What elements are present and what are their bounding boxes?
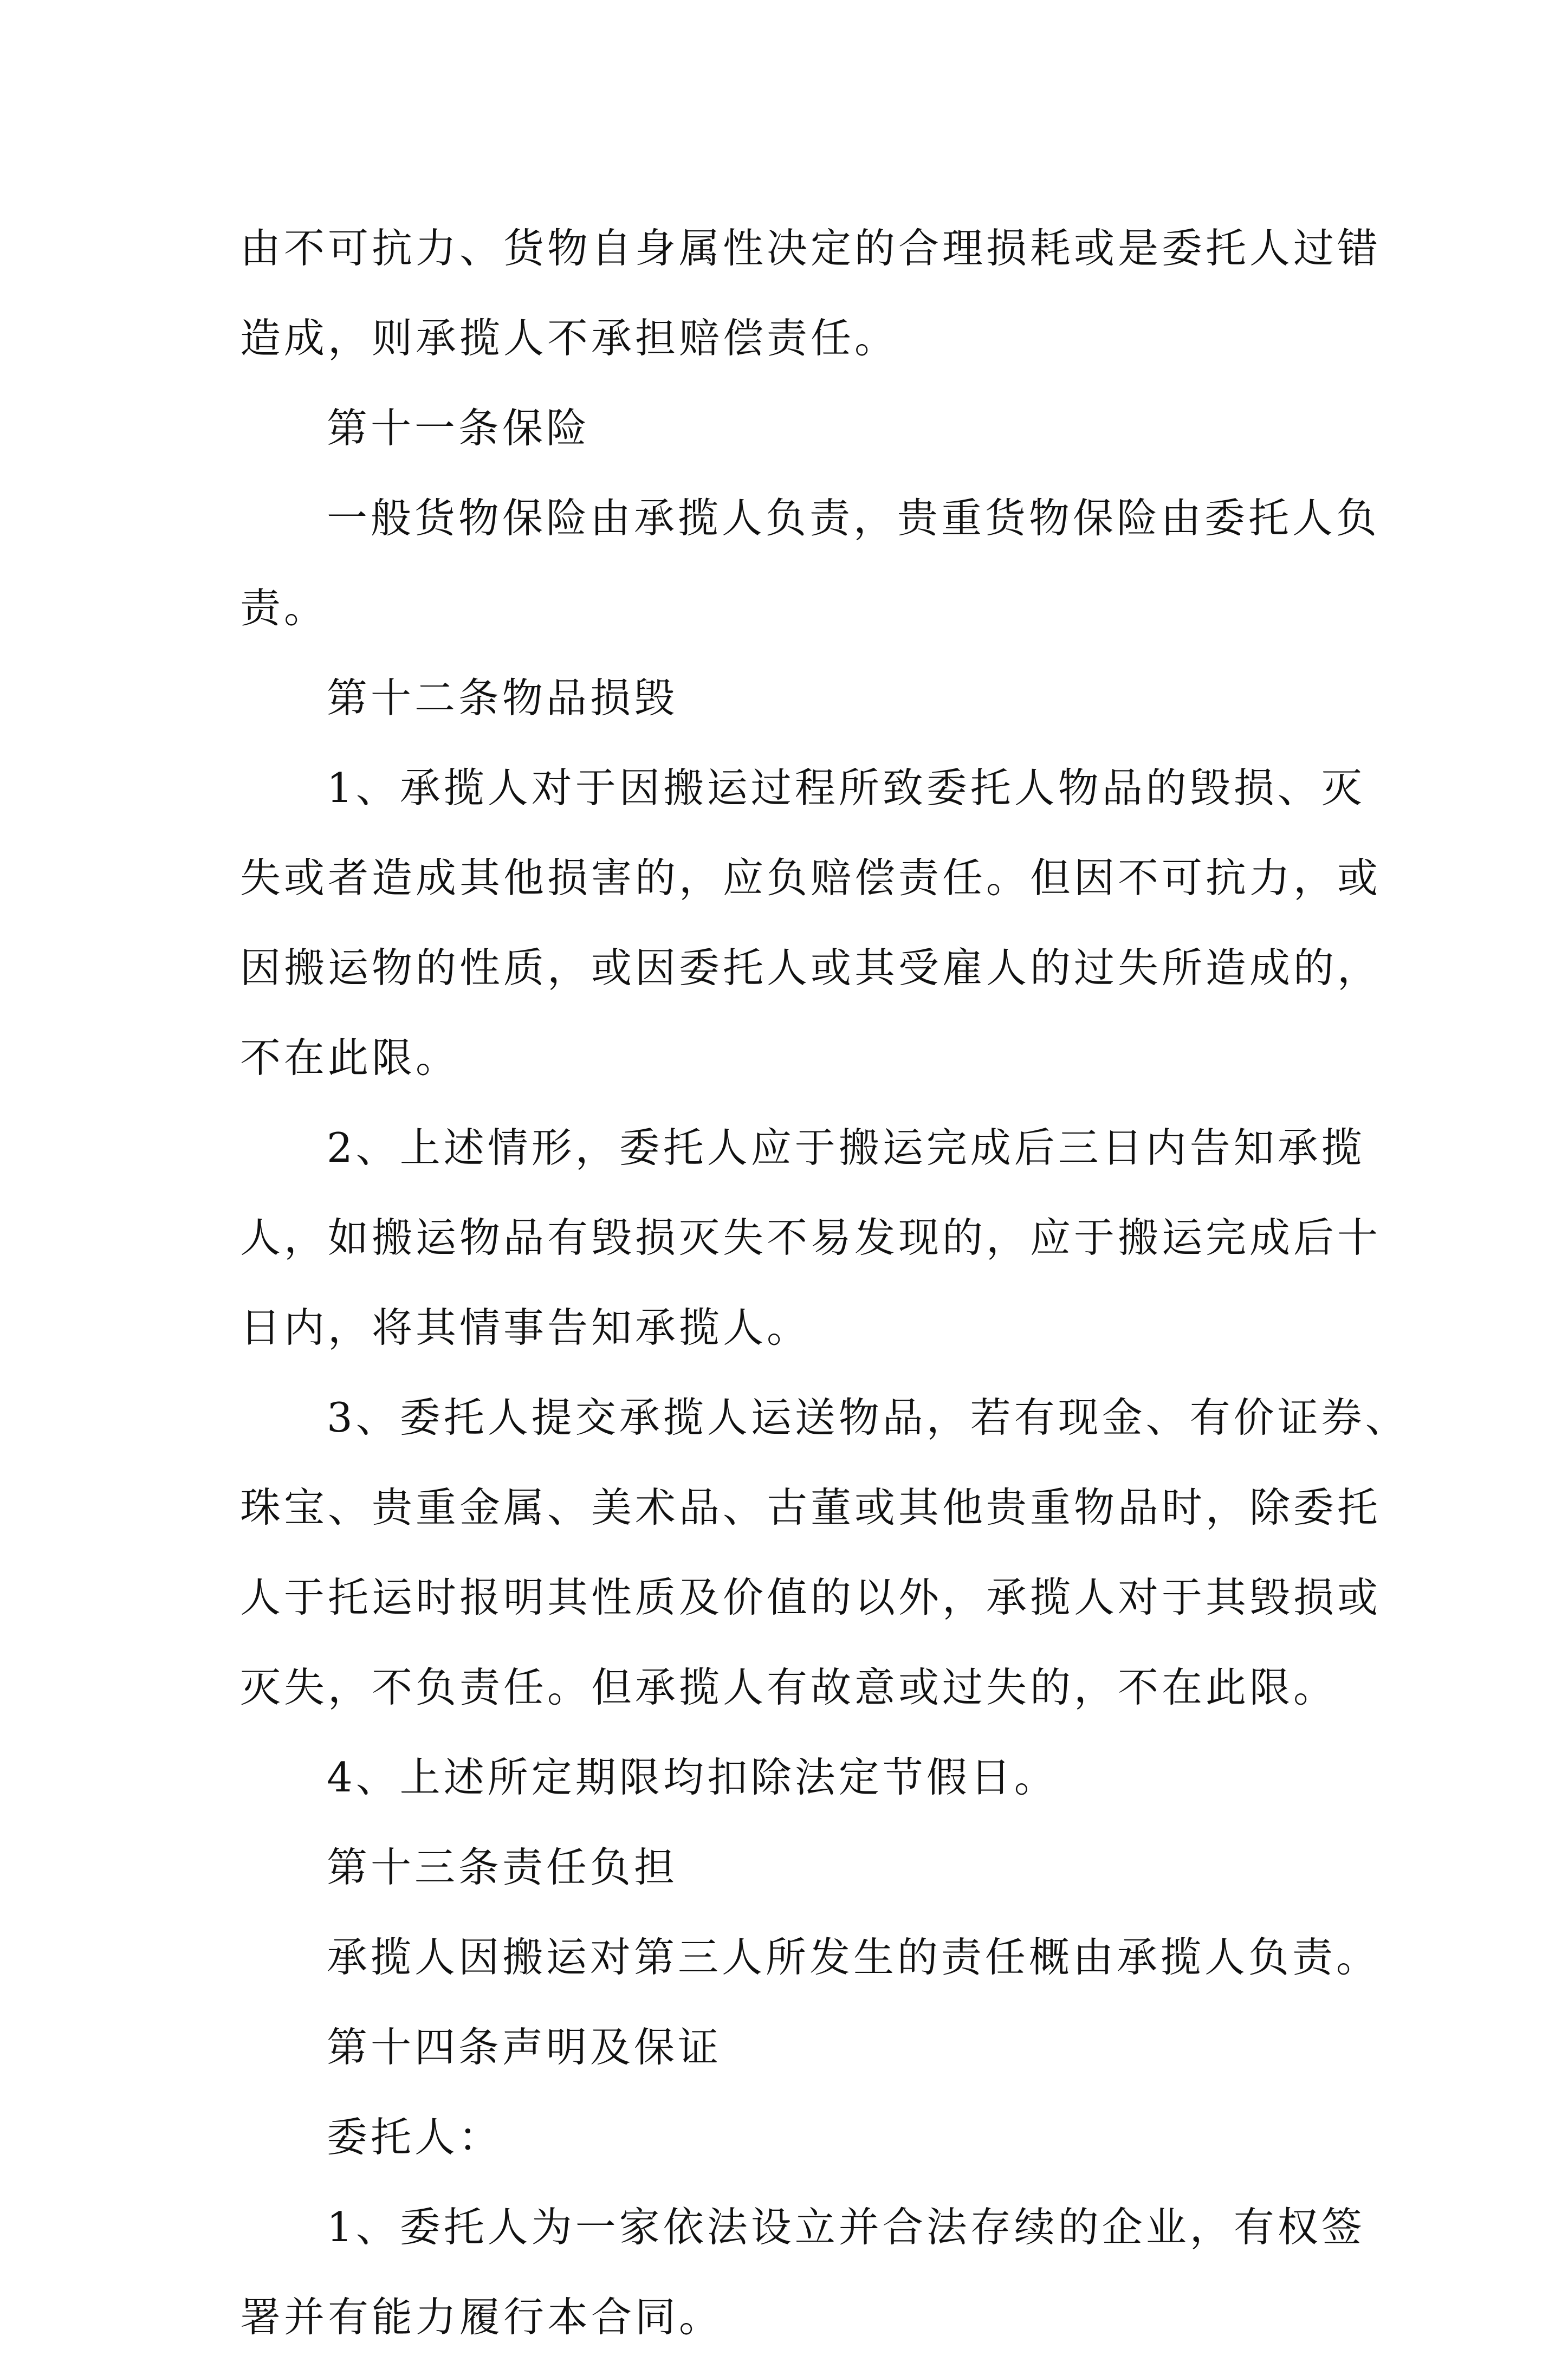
text-line: 1、委托人为一家依法设立并合法存续的企业，有权签 — [327, 2203, 1365, 2251]
text-line: 承揽人因搬运对第三人所发生的责任概由承揽人负责。 — [327, 1933, 1381, 1981]
text-line: 1、承揽人对于因搬运过程所致委托人物品的毁损、灭 — [327, 764, 1365, 812]
text-line: 署并有能力履行本合同。 — [240, 2293, 723, 2341]
text-line: 日内，将其情事告知承揽人。 — [240, 1304, 811, 1351]
section-heading-insurance: 第十一条保险 — [327, 404, 591, 452]
text-line: 人于托运时报明其性质及价值的以外，承揽人对于其毁损或 — [240, 1574, 1382, 1621]
party-label: 委托人： — [327, 2113, 503, 2161]
text-line: 珠宝、贵重金属、美术品、古董或其他贵重物品时，除委托 — [240, 1484, 1382, 1531]
document-body — [240, 203, 1409, 2362]
section-heading-liability: 第十三条责任负担 — [327, 1843, 678, 1891]
section-heading-representations: 第十四条声明及保证 — [327, 2023, 722, 2071]
text-line: 造成，则承揽人不承担赔偿责任。 — [240, 314, 899, 362]
text-line: 责。 — [240, 584, 328, 632]
text-line: 因搬运物的性质，或因委托人或其受雇人的过失所造成的， — [240, 944, 1382, 992]
section-heading-damage: 第十二条物品损毁 — [327, 674, 678, 722]
text-line: 一般货物保险由承揽人负责，贵重货物保险由委托人负 — [327, 494, 1381, 542]
text-line: 灭失，不负责任。但承揽人有故意或过失的，不在此限。 — [240, 1664, 1338, 1711]
text-line: 2、上述情形，委托人应于搬运完成后三日内告知承揽 — [327, 1124, 1365, 1172]
text-line: 4、上述所定期限均扣除法定节假日。 — [327, 1753, 1058, 1801]
text-line: 3、委托人提交承揽人运送物品，若有现金、有价证券、 — [327, 1394, 1409, 1441]
text-line: 不在此限。 — [240, 1034, 460, 1082]
text-line: 失或者造成其他损害的，应负赔偿责任。但因不可抗力，或 — [240, 854, 1382, 902]
text-line: 人，如搬运物品有毁损灭失不易发现的，应于搬运完成后十 — [240, 1214, 1382, 1261]
text-line: 由不可抗力、货物自身属性决定的合理损耗或是委托人过错 — [240, 224, 1382, 272]
